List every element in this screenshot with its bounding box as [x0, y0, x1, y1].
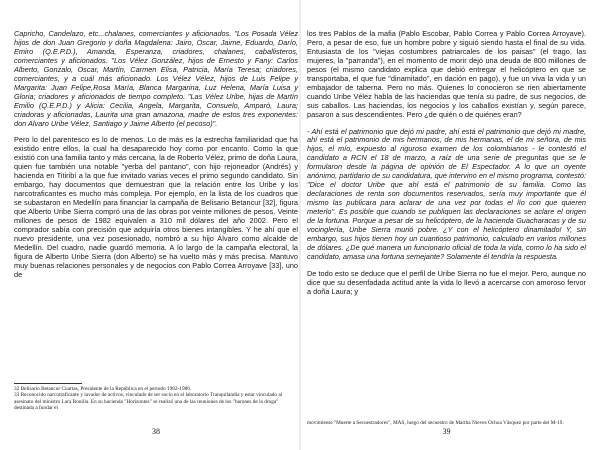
footnote-33: 33 Reconocido narcotraficante y lavador de activos, vinculado de ser socio en el laboratorio Tranquilandia y estar vinculado al asesinato del ministro Lara Bonilla. En su hacienda "Horizontes" se realizó una de las reuniones de los "barones de la droga" destinada a fundar el: [14, 392, 283, 412]
right-paragraph-2: - Ahí está el patrimonio que dejó mi padre, ahí está el patrimonio que dejó mi madre, ahí está el patrimonio de mis hermanos, de mis hermanas, el de mi señora, de mis hijos, el mío, expuesto al riguroso examen de los colombianos - le contestó el candidato a RCN el 18 de marzo, a raíz de una serie de preguntas que se le formularon desde la página de opinión de El Espectador. A lo que un oyente anónimo, partidario de su candidatura, que intervino en el mismo programa, contestó: "Dice el doctor Uribe que ahí está el patrimonio de su familia. Como las declaraciones de renta son documentos reservados, sería muy importante que él mismo las publicara para aclarar de una vez por todas el lío con que quieren meterlo". Es posible que cuando se publiquen las declaraciones se aclare el origen de la fortuna. Porque a pesar de su helicóptero, de la hacienda Guacharacas y de su vocinglería, Uribe Sierra murió pobre. ¿Y con el helicóptero dinamitado! Y, sin embargo, sus hijos tienen hoy un cuantioso patrimonio, calculado en varios millones de dólares. ¿De qué manera un funcionario oficial de toda la vida, como lo ha sido el candidato, amasa una fortuna semejante? Solamente él tendría la respuesta.: [307, 126, 586, 261]
footnote-32: 32 Belisario Betancur Cuartas, Presidente de la República en el periodo 1982-1986.: [14, 386, 192, 392]
right-page-number: 39: [442, 427, 451, 436]
footnote-33-continued: movimiento "Muerte a Secuestradores", MAS, luego del secuestro de Martha Nieves Ochoa Vásquez por parte del M-19.: [307, 420, 564, 426]
book-gutter: [299, 0, 301, 450]
left-footnotes: [14, 383, 298, 412]
left-paragraph-2: Pero lo del parentesco es lo de menos. Lo de más es la estrecha familiaridad que ha existido entre ellos, la cual ha desaparecido hoy como por encanto. Como la que existió con una familia tanto y más cercana, la de Roberto Vélez, primo de doña Laura, quien fue también una notable "yerba del pantano", con hijo rejoneador (Andrés) y hacienda en Titiribí a la que fue invitado varias veces el primo segundo candidato. Sin embargo, hay documentos que demuestran que la relación entre los Uribe y los narcotraficantes es mucho más compleja. Por ejemplo, en la lista de los cuadros que se subastaron en Medellín para financiar la campaña de Belisario Betancur [32], figura que Alberto Uribe Sierra compró una de las obras por veinte millones de pesos. Veinte millones de pesos de 1982 equivalen a 310 mil dólares del año 2002. Pero el comprador sabía con precisión que adquiría otros bienes intangibles. Y he ahí que el nuevo presidente, una vez posesionado, nombró a su hijo Álvaro como alcalde de Medellín. Del cuadro, nadie guardó memoria. A lo largo de la campaña electoral, la figura de Alberto Uribe Sierra (don Alberto) se ha vuelto más y más precisa. Mantuvo muy buenas relaciones personales y de negocios con Pablo Correa Arroyave [33], uno de: [14, 135, 298, 279]
right-footnotes: [307, 420, 586, 426]
left-page-number: 38: [152, 427, 160, 436]
left-paragraph-1: Capricho, Candelazo, etc...chalanes, comerciantes y aficionados. "Los Posada Vélez hijos de don Juan Gregorio y doña Magdalena: Jairo, Óscar, Jaime, Eduardo, Darío, Emiro (Q.E.P.D.), Amanda, Esperanza, criadores, chalanes, caballisteros, comerciantes y aficionados. "Los Vélez González, hijos de Ernesto y Fany: Carlos Alberto, Gonzalo, Oscar, Martín, Carmen Elisa, Patricia, María Teresa; criadores, comerciantes, y a cuál más aficionado. Los Vélez Vélez, hijos de Luis Felipe y Margarita: Juan Felipe,Rosa María, Blanca Margarina, Luz Helena, María Luisa y Gloria; criadores y aficionados de tiempo completo. "Las Vélez Uribe, hijas de Martín Emilio (Q.E.P.D.) y Alicia: Cecilia, Angela, Margarita, Consuelo, Amparó, Laura; criadoras y aficionadas, Laurita una gran amazona, madre de estos tres exponentes: don Alvaro Uribe Vélez, Santiago y Jaime Alberto (el pecoso)".: [14, 29, 298, 128]
footnote-rule: [14, 383, 82, 384]
right-paragraph-3: De todo esto se deduce que el perfil de Uribe Sierra no fue el mejor. Pero, aunque no dice que su desenfadada actitud ante la vida lo llevó a acercarse con amoroso fervor a doña Laura; y: [307, 268, 586, 296]
right-paragraph-1: los tres Pablos de la mafia (Pablo Escobar, Pablo Correa y Pablo Correa Arroyave). Pero, a pesar de eso, fue un hombre pobre y siguió siendo hasta el final de su vida. Entusiasta de los "viejas costumbres patriarcales de los paisas" (el trago, las mujeres, la "parranda"), en el momento de morir dejó una deuda de 800 millones de pesos (el mismo candidato explica que debió entregar el helicóptero en que se transportaba, el que fue "dinamitado", en dación en pago), y fue un viva la vida y un embajador de taberna. Pero no más. Quienes lo conocieron se rien abiertamente cuando Uribe Vélez habla de las haciendas que tenía su padre, de sus negocios, de sus caballos. Las haciendas, los negocios y los caballos existían y, según parece, pasaron a sus descendientes. Pero ¿de quién o de quiénes eran?: [307, 29, 586, 119]
right-page: [307, 0, 586, 450]
left-page: [14, 0, 298, 450]
